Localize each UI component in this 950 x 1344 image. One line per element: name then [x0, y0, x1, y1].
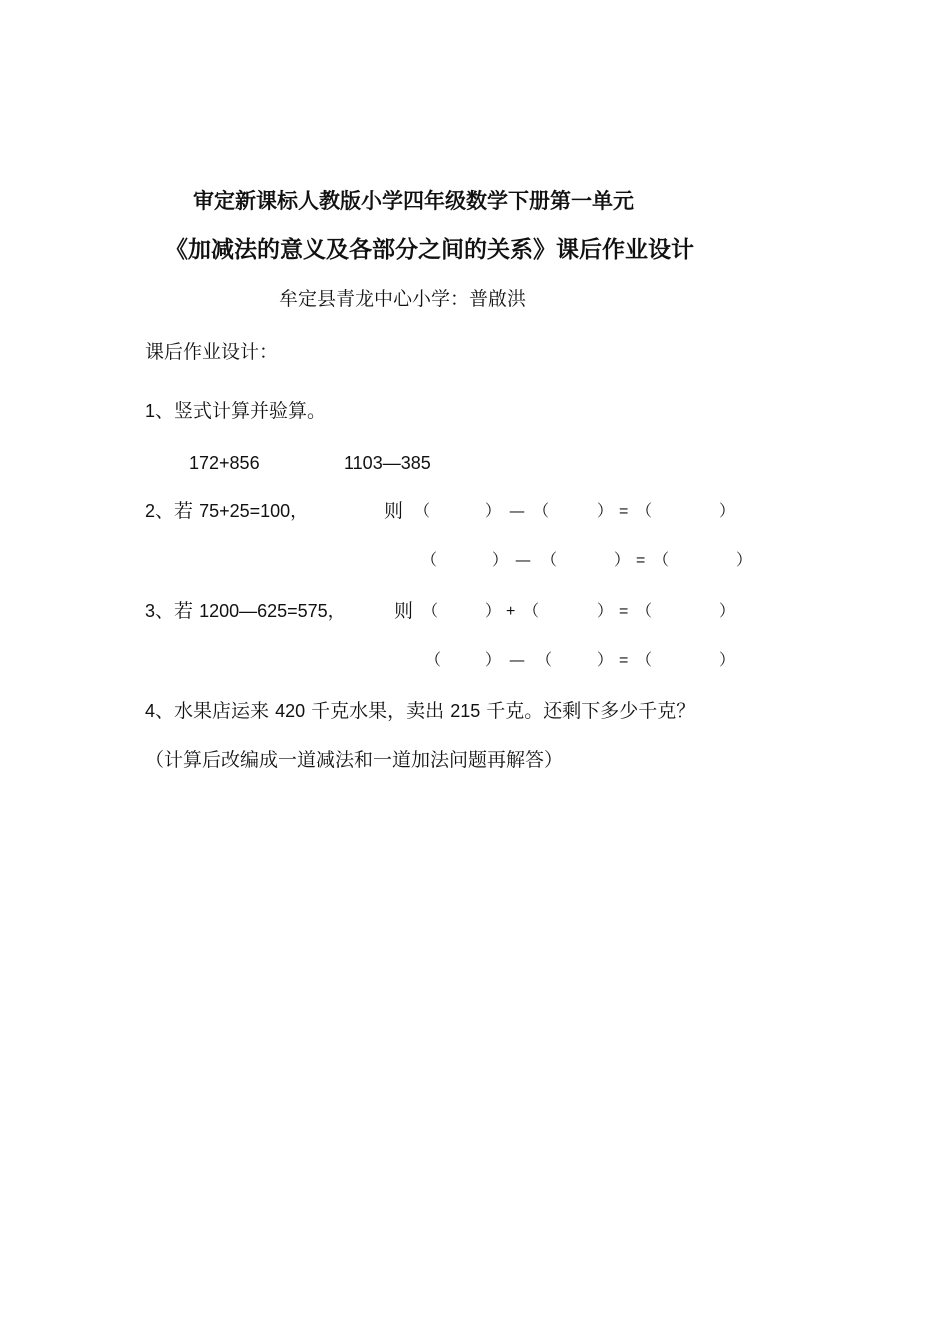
q2-row2-close2: ） — [614, 550, 631, 569]
q3-row2-open1: （ — [425, 650, 442, 669]
question-3-prefix: 、若 — [155, 600, 200, 622]
q2-row1-equals: = — [619, 503, 629, 520]
question-1 — [145, 402, 326, 421]
q2-row1-operator: — — [509, 501, 525, 520]
question-4-note: （计算后改编成一道减法和一道加法问题再解答） — [145, 749, 564, 771]
question-3-number: 3 — [145, 601, 156, 621]
question-4-text-a: 、水果店运来 — [155, 700, 276, 722]
q3-row1-open2: （ — [523, 601, 540, 620]
q2-row2-operator: — — [515, 550, 531, 569]
question-2 — [145, 502, 308, 521]
q2-row1-open1: （ — [414, 501, 431, 520]
q3-row2-close3: ） — [719, 650, 736, 669]
question-1-number: 1 — [145, 401, 156, 421]
q3-row2-open3: （ — [636, 650, 653, 669]
question-4-num2: 215 — [450, 701, 481, 721]
q3-row1-close2: ） — [597, 601, 614, 620]
q2-row2-open1: （ — [421, 550, 438, 569]
q2-row2-close3: ） — [736, 550, 753, 569]
document-title-line2: 《加减法的意义及各部分之间的关系》课后作业设计 — [165, 236, 694, 263]
document-title-line1: 审定新课标人教版小学四年级数学下册第一单元 — [193, 188, 634, 213]
question-3-equation: 1200—625=575， — [199, 601, 346, 621]
q3-row1-open3: （ — [636, 601, 653, 620]
question-4 — [145, 702, 695, 721]
question-1-expression-2: 1103—385 — [344, 453, 431, 473]
question-4-num1: 420 — [275, 701, 306, 721]
question-3-then: 则 — [394, 600, 414, 622]
q2-row2-close1: ） — [492, 550, 509, 569]
q3-row2-close2: ） — [597, 650, 614, 669]
question-4-text-b: 千克水果，卖出 — [305, 700, 451, 722]
question-2-number: 2 — [145, 501, 156, 521]
q3-row1-close1: ） — [485, 601, 502, 620]
q2-row2-equals: = — [636, 552, 646, 569]
q3-row1-operator: + — [506, 603, 516, 620]
q2-row1-open2: （ — [533, 501, 550, 520]
q2-row2-open2: （ — [541, 550, 558, 569]
question-4-text-c: 千克。还剩下多少千克？ — [480, 700, 696, 722]
q3-row2-equals: = — [619, 652, 629, 669]
q2-row1-close1: ） — [485, 501, 502, 520]
q3-row2-open2: （ — [536, 650, 553, 669]
q2-row1-close3: ） — [719, 501, 736, 520]
q2-row1-open3: （ — [636, 501, 653, 520]
question-2-equation: 75+25=100， — [199, 501, 309, 521]
q3-row2-close1: ） — [485, 650, 502, 669]
question-1-text: 、竖式计算并验算。 — [155, 400, 327, 422]
question-2-prefix: 、若 — [155, 500, 200, 522]
question-2-then: 则 — [384, 500, 404, 522]
q3-row1-equals: = — [619, 603, 629, 620]
q2-row1-close2: ） — [597, 501, 614, 520]
q2-row2-open3: （ — [653, 550, 670, 569]
q3-row1-close3: ） — [719, 601, 736, 620]
question-3 — [145, 602, 346, 621]
question-1-expression-1: 172+856 — [189, 453, 260, 473]
q3-row2-operator: — — [509, 650, 525, 669]
section-label: 课后作业设计： — [145, 341, 279, 363]
q3-row1-open1: （ — [422, 601, 439, 620]
question-4-number: 4 — [145, 701, 156, 721]
author-line: 牟定县青龙中心小学：普啟洪 — [279, 288, 527, 310]
